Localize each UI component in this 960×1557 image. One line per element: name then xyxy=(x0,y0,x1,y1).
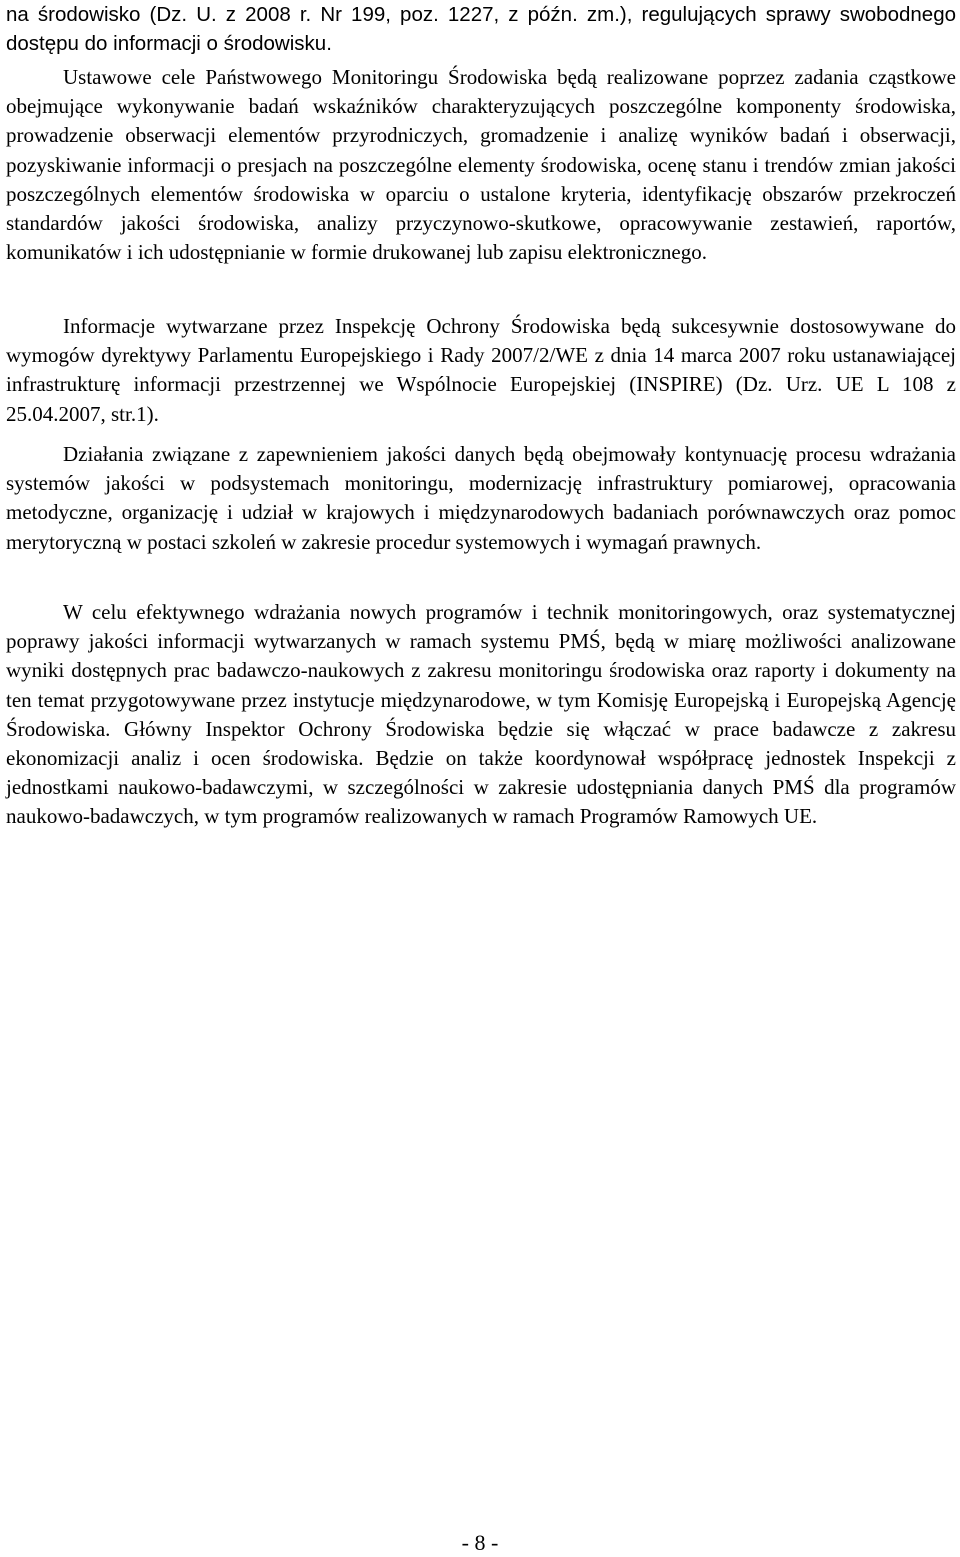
paragraph-inspire: Informacje wytwarzane przez Inspekcję Ochrony Środowiska będą sukcesywnie dostosowywane do wymogów dyrektywy Parlamentu Europejskiego i Rady 2007/2/WE z dnia 14 marca 2007 roku ustanawiającej infrastrukturę informacji przestrzennej we Wspólnocie Europejskiej (INSPIRE) (Dz. Urz. UE L 108 z 25.04.2007, str.1). xyxy=(6,314,956,426)
paragraph-research-cooperation: W celu efektywnego wdrażania nowych programów i technik monitoringowych, oraz systematycznej poprawy jakości informacji wytwarzanych w ramach systemu PMŚ, będą w miarę możliwości analizowane wyniki dostępnych prac badawczo-naukowych z zakresu monitoringu środowiska oraz raporty i dokumenty na ten temat przygotowywane przez instytucje międzynarodowe, w tym Komisję Europejską i Europejską Agencję Środowiska. Główny Inspektor Ochrony Środowiska będzie się włączać w prace badawcze z zakresu ekonomizacji analiz i ocen środowiska. Będzie on także koordynował współpracę jednostek Inspekcji z jednostkami naukowo-badawczymi, w szczególności w zakresie udostępniania danych PMŚ dla programów naukowo-badawczych, w tym programów realizowanych w ramach Programów Ramowych UE. xyxy=(6,600,956,829)
paragraph-monitoring-goals: Ustawowe cele Państwowego Monitoringu Środowiska będą realizowane poprzez zadania cząstkowe obejmujące wykonywanie badań wskaźników charakteryzujących poszczególne komponenty środowiska, prowadzenie obserwacji elementów przyrodniczych, gromadzenie i analizę wyników badań i obserwacji, pozyskiwanie informacji o presjach na poszczególne elementy środowiska, ocenę stanu i trendów zmian jakości poszczególnych elementów środowiska w oparciu o ustalone kryteria, identyfikację obszarów przekroczeń standardów jakości środowiska, analizy przyczynowo-skutkowe, opracowywanie zestawień, raportów, komunikatów i ich udostępnianie w formie drukowanej lub zapisu elektronicznego. xyxy=(6,65,956,265)
paragraph-quality-assurance: Działania związane z zapewnieniem jakości danych będą obejmowały kontynuację procesu wdrażania systemów jakości w podsystemach monitoringu, modernizację infrastruktury pomiarowej, opracowania metodyczne, organizację i udział w krajowych i międzynarodowych badaniach porównawczych oraz pomoc merytoryczną w postaci szkoleń w zakresie procedur systemowych i wymagań prawnych. xyxy=(6,442,956,554)
intro-text: na środowisko (Dz. U. z 2008 r. Nr 199, poz. 1227, z późn. zm.), regulujących sprawy swobodnego dostępu do informacji o środowisku. xyxy=(6,3,956,55)
page-number: - 8 - xyxy=(461,1530,499,1555)
